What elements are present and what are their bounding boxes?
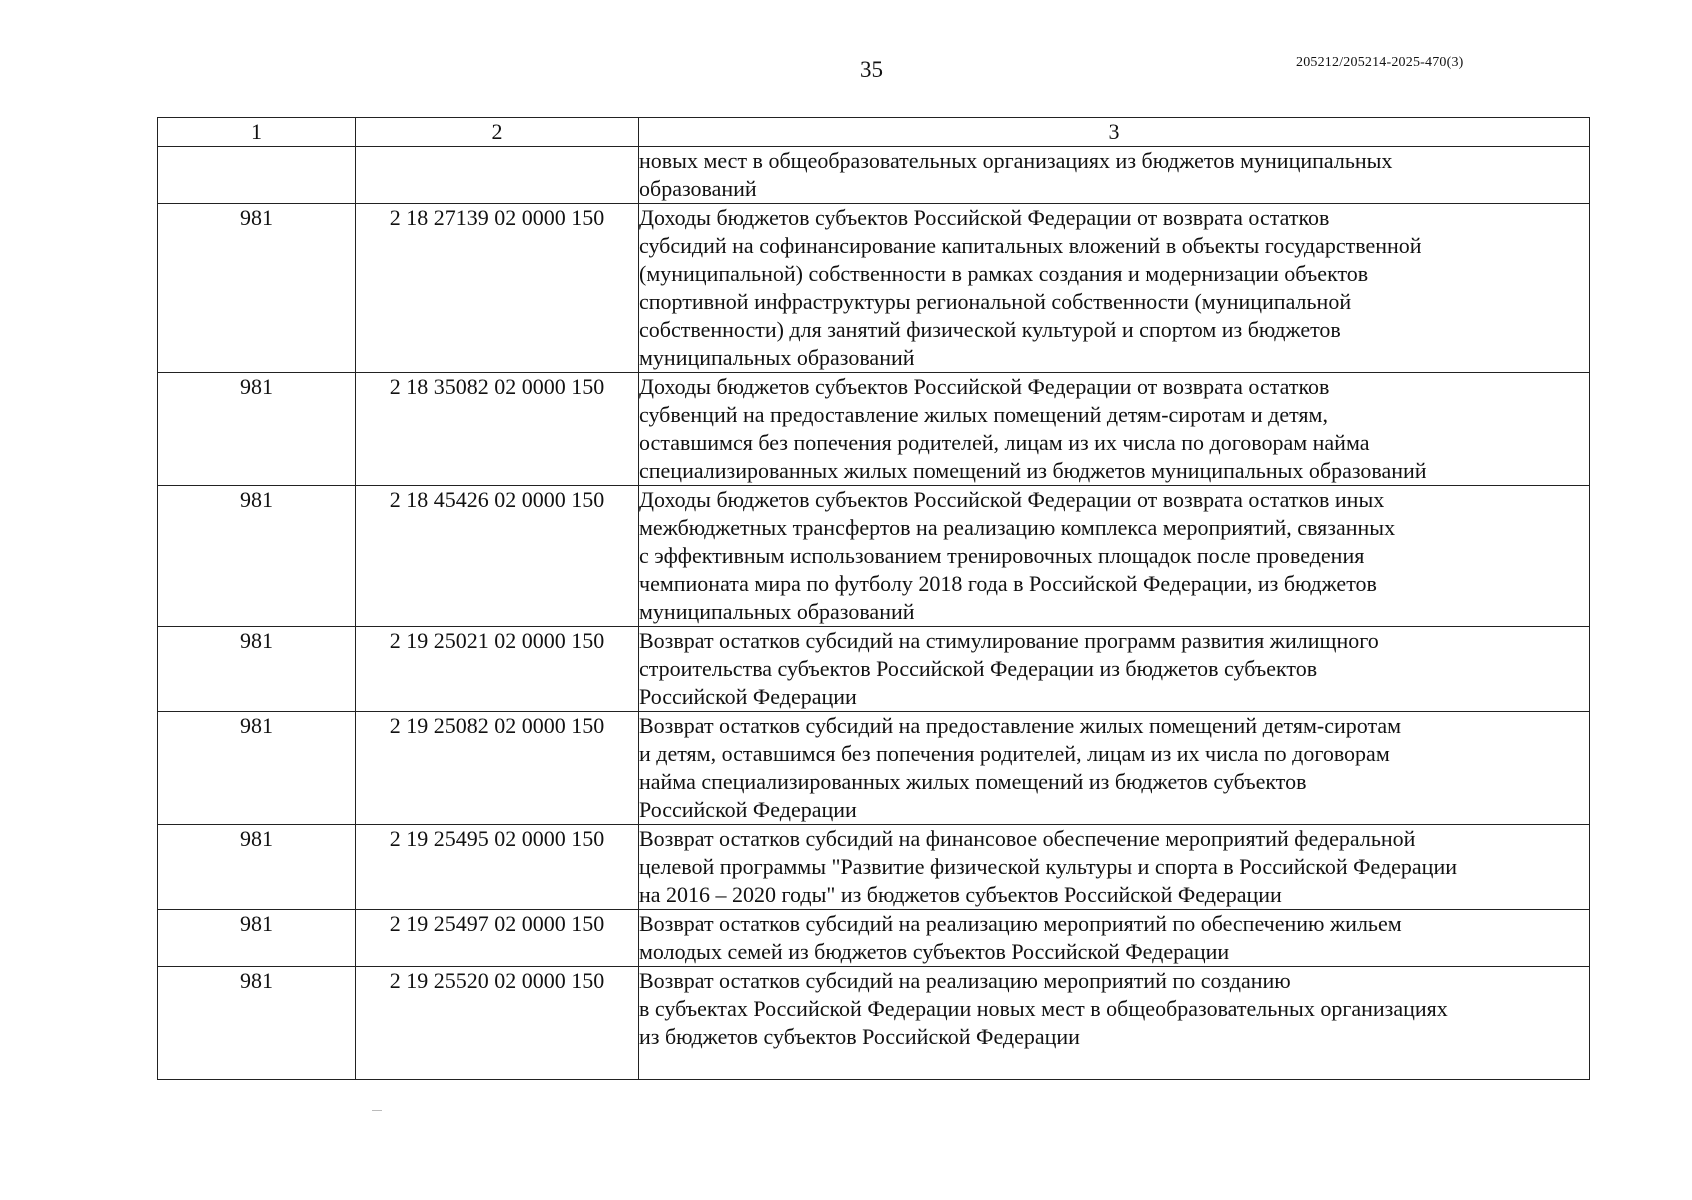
description-line: Возврат остатков субсидий на предоставление жилых помещений детям-сиротам [639,713,1402,738]
description-line: в субъектах Российской Федерации новых мест в общеобразовательных организациях [639,996,1448,1021]
description-line: на 2016 – 2020 годы" из бюджетов субъектов Российской Федерации [639,882,1282,907]
description-cell [639,486,1590,627]
budget-classification-code-cell: 2 19 25520 02 0000 150 [356,967,639,1080]
description-cell [639,204,1590,373]
description-line: Доходы бюджетов субъектов Российской Федерации от возврата остатков [639,374,1330,399]
admin-code-cell: 981 [158,825,356,910]
description-line: спортивной инфраструктуры региональной собственности (муниципальной [639,289,1352,314]
description-line: муниципальных образований [639,345,915,370]
description-line: образований [639,176,757,201]
description-line: межбюджетных трансфертов на реализацию комплекса мероприятий, связанных [639,515,1396,540]
budget-classification-code-cell: 2 19 25497 02 0000 150 [356,910,639,967]
description-cell [639,967,1590,1080]
budget-classification-code-cell: 2 19 25021 02 0000 150 [356,627,639,712]
description-cell [639,825,1590,910]
table-row [158,910,1590,967]
page-number: 35 [860,57,883,82]
budget-codes-table [157,117,1590,1080]
admin-code-cell: 981 [158,204,356,373]
description-line: новых мест в общеобразовательных организациях из бюджетов муниципальных [639,148,1393,173]
description-line: Возврат остатков субсидий на реализацию мероприятий по обеспечению жильем [639,911,1402,936]
table-header-row [158,118,1590,147]
table-row [158,967,1590,1080]
description-line: (муниципальной) собственности в рамках создания и модернизации объектов [639,261,1369,286]
admin-code-cell [158,147,356,204]
description-line: чемпионата мира по футболу 2018 года в Российской Федерации, из бюджетов [639,571,1377,596]
description-line: Доходы бюджетов субъектов Российской Федерации от возврата остатков иных [639,487,1385,512]
description-line: Доходы бюджетов субъектов Российской Федерации от возврата остатков [639,205,1330,230]
description-cell [639,627,1590,712]
table-row [158,627,1590,712]
column-header-3: 3 [639,118,1590,147]
table-body [158,147,1590,1080]
description-line: муниципальных образований [639,599,915,624]
description-cell [639,910,1590,967]
description-line: Возврат остатков субсидий на финансовое обеспечение мероприятий федеральной [639,826,1416,851]
table-row [158,825,1590,910]
admin-code-cell: 981 [158,627,356,712]
description-line: Возврат остатков субсидий на реализацию мероприятий по созданию [639,968,1291,993]
budget-classification-code-cell: 2 18 35082 02 0000 150 [356,373,639,486]
table-row [158,147,1590,204]
description-line: специализированных жилых помещений из бюджетов муниципальных образований [639,458,1427,483]
description-line: субвенций на предоставление жилых помещений детям-сиротам и детям, [639,402,1328,427]
budget-classification-code-cell: 2 18 27139 02 0000 150 [356,204,639,373]
admin-code-cell: 981 [158,910,356,967]
admin-code-cell: 981 [158,373,356,486]
description-line: оставшимся без попечения родителей, лицам из их числа по договорам найма [639,430,1370,455]
budget-classification-code-cell: 2 18 45426 02 0000 150 [356,486,639,627]
scan-artifact [372,1110,382,1111]
description-line: собственности) для занятий физической культурой и спортом из бюджетов [639,317,1341,342]
admin-code-cell: 981 [158,486,356,627]
column-header-1: 1 [158,118,356,147]
description-cell [639,712,1590,825]
admin-code-cell: 981 [158,712,356,825]
column-header-2: 2 [356,118,639,147]
description-line: Российской Федерации [639,797,857,822]
budget-classification-code-cell [356,147,639,204]
table-row [158,712,1590,825]
description-line: с эффективным использованием тренировочных площадок после проведения [639,543,1365,568]
description-line: молодых семей из бюджетов субъектов Российской Федерации [639,939,1230,964]
admin-code-cell: 981 [158,967,356,1080]
description-line: субсидий на софинансирование капитальных вложений в объекты государственной [639,233,1422,258]
description-cell [639,373,1590,486]
description-line: найма специализированных жилых помещений из бюджетов субъектов [639,769,1307,794]
description-line: и детям, оставшимся без попечения родителей, лицам из их числа по договорам [639,741,1390,766]
description-line: целевой программы "Развитие физической культуры и спорта в Российской Федерации [639,854,1458,879]
description-line: Возврат остатков субсидий на стимулирование программ развития жилищного [639,628,1379,653]
description-line: из бюджетов субъектов Российской Федерации [639,1024,1080,1049]
table-row [158,486,1590,627]
description-cell [639,147,1590,204]
table-row [158,373,1590,486]
table-row [158,204,1590,373]
description-line: строительства субъектов Российской Федерации из бюджетов субъектов [639,656,1318,681]
budget-classification-code-cell: 2 19 25495 02 0000 150 [356,825,639,910]
budget-classification-code-cell: 2 19 25082 02 0000 150 [356,712,639,825]
document-id: 205212/205214-2025-470(3) [1296,55,1464,70]
description-line: Российской Федерации [639,684,857,709]
